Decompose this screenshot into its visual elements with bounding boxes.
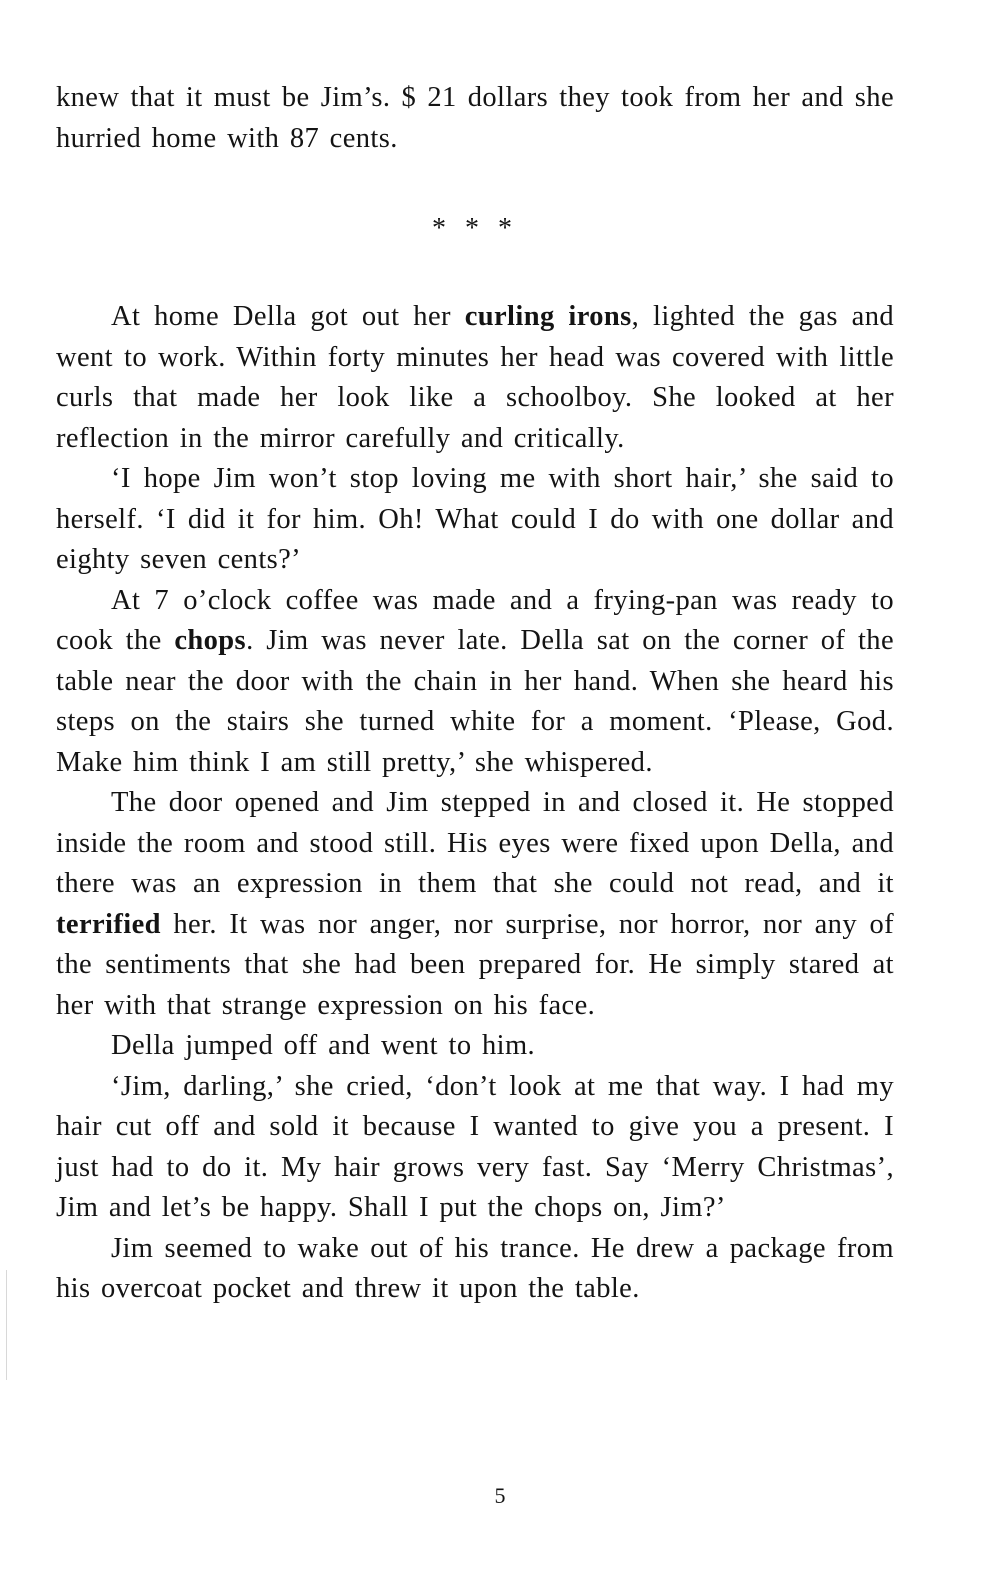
- paragraph-text: ‘I hope Jim won’t stop loving me with short hair,’ she said to herself. ‘I did it for him. Oh! What could I do with one dollar and eighty seven cents?’: [56, 463, 894, 575]
- section-separator: * * *: [432, 213, 518, 244]
- paragraph-p0: [56, 78, 894, 159]
- scan-edge-mark: [6, 1270, 7, 1380]
- paragraph-text: Jim seemed to wake out of his trance. He drew a package from his overcoat pocket and threw it upon the table.: [56, 1232, 894, 1304]
- paragraph-text: ‘Jim, darling,’ she cried, ‘don’t look at me that way. I had my hair cut off and sold it because I wanted to give you a present. I just had to do it. My hair grows very fast. Say ‘Merry Christmas’, Jim and let’s be happy. Shall I put the chops on, Jim?’: [56, 1070, 894, 1223]
- bold-term: chops: [174, 625, 247, 656]
- paragraph-p3: [56, 581, 894, 784]
- paragraph-p7: [56, 1229, 894, 1310]
- bold-term: terrified: [56, 908, 161, 940]
- paragraph-text: her. It was nor anger, nor surprise, nor horror, nor any of the sentiments that she had been prepared for. He simply stared at her with that strange expression on his face.: [56, 908, 894, 1021]
- paragraph-p4: [56, 783, 894, 1026]
- page-body: [56, 78, 894, 1310]
- bold-term: curling irons: [464, 301, 632, 332]
- page-number: 5: [494, 1483, 506, 1508]
- paragraph-p1: [56, 297, 894, 459]
- paragraph-text: Della jumped off and went to him.: [111, 1030, 536, 1061]
- paragraph-text: knew that it must be Jim’s. $ 21 dollars they took from her and she hurried home with 87 cents.: [56, 82, 894, 154]
- paragraph-p2: [56, 459, 894, 581]
- paragraph-text: . Jim was never late. Della sat on the corner of the table near the door with the chain in her hand. When she heard his steps on the stairs she turned white for a moment. ‘Please, God. Make him think I am still pretty,’ she whispered.: [56, 625, 894, 778]
- paragraph-text: At 7 o’clock coffee was made and a frying-pan was ready to cook the: [56, 584, 894, 656]
- paragraph-text: At home Della got out her: [111, 301, 465, 332]
- paragraph-p5: [56, 1026, 894, 1067]
- paragraph-p6: [56, 1067, 894, 1229]
- paragraph-text: The door opened and Jim stepped in and closed it. He stopped inside the room and stood still. His eyes were fixed upon Della, and there was an expression in them that she could not read, and it: [56, 787, 894, 899]
- paragraph-text: , lighted the gas and went to work. Within forty minutes her head was covered with little curls that made her look like a schoolboy. She looked at her reflection in the mirror carefully and critically.: [56, 301, 895, 454]
